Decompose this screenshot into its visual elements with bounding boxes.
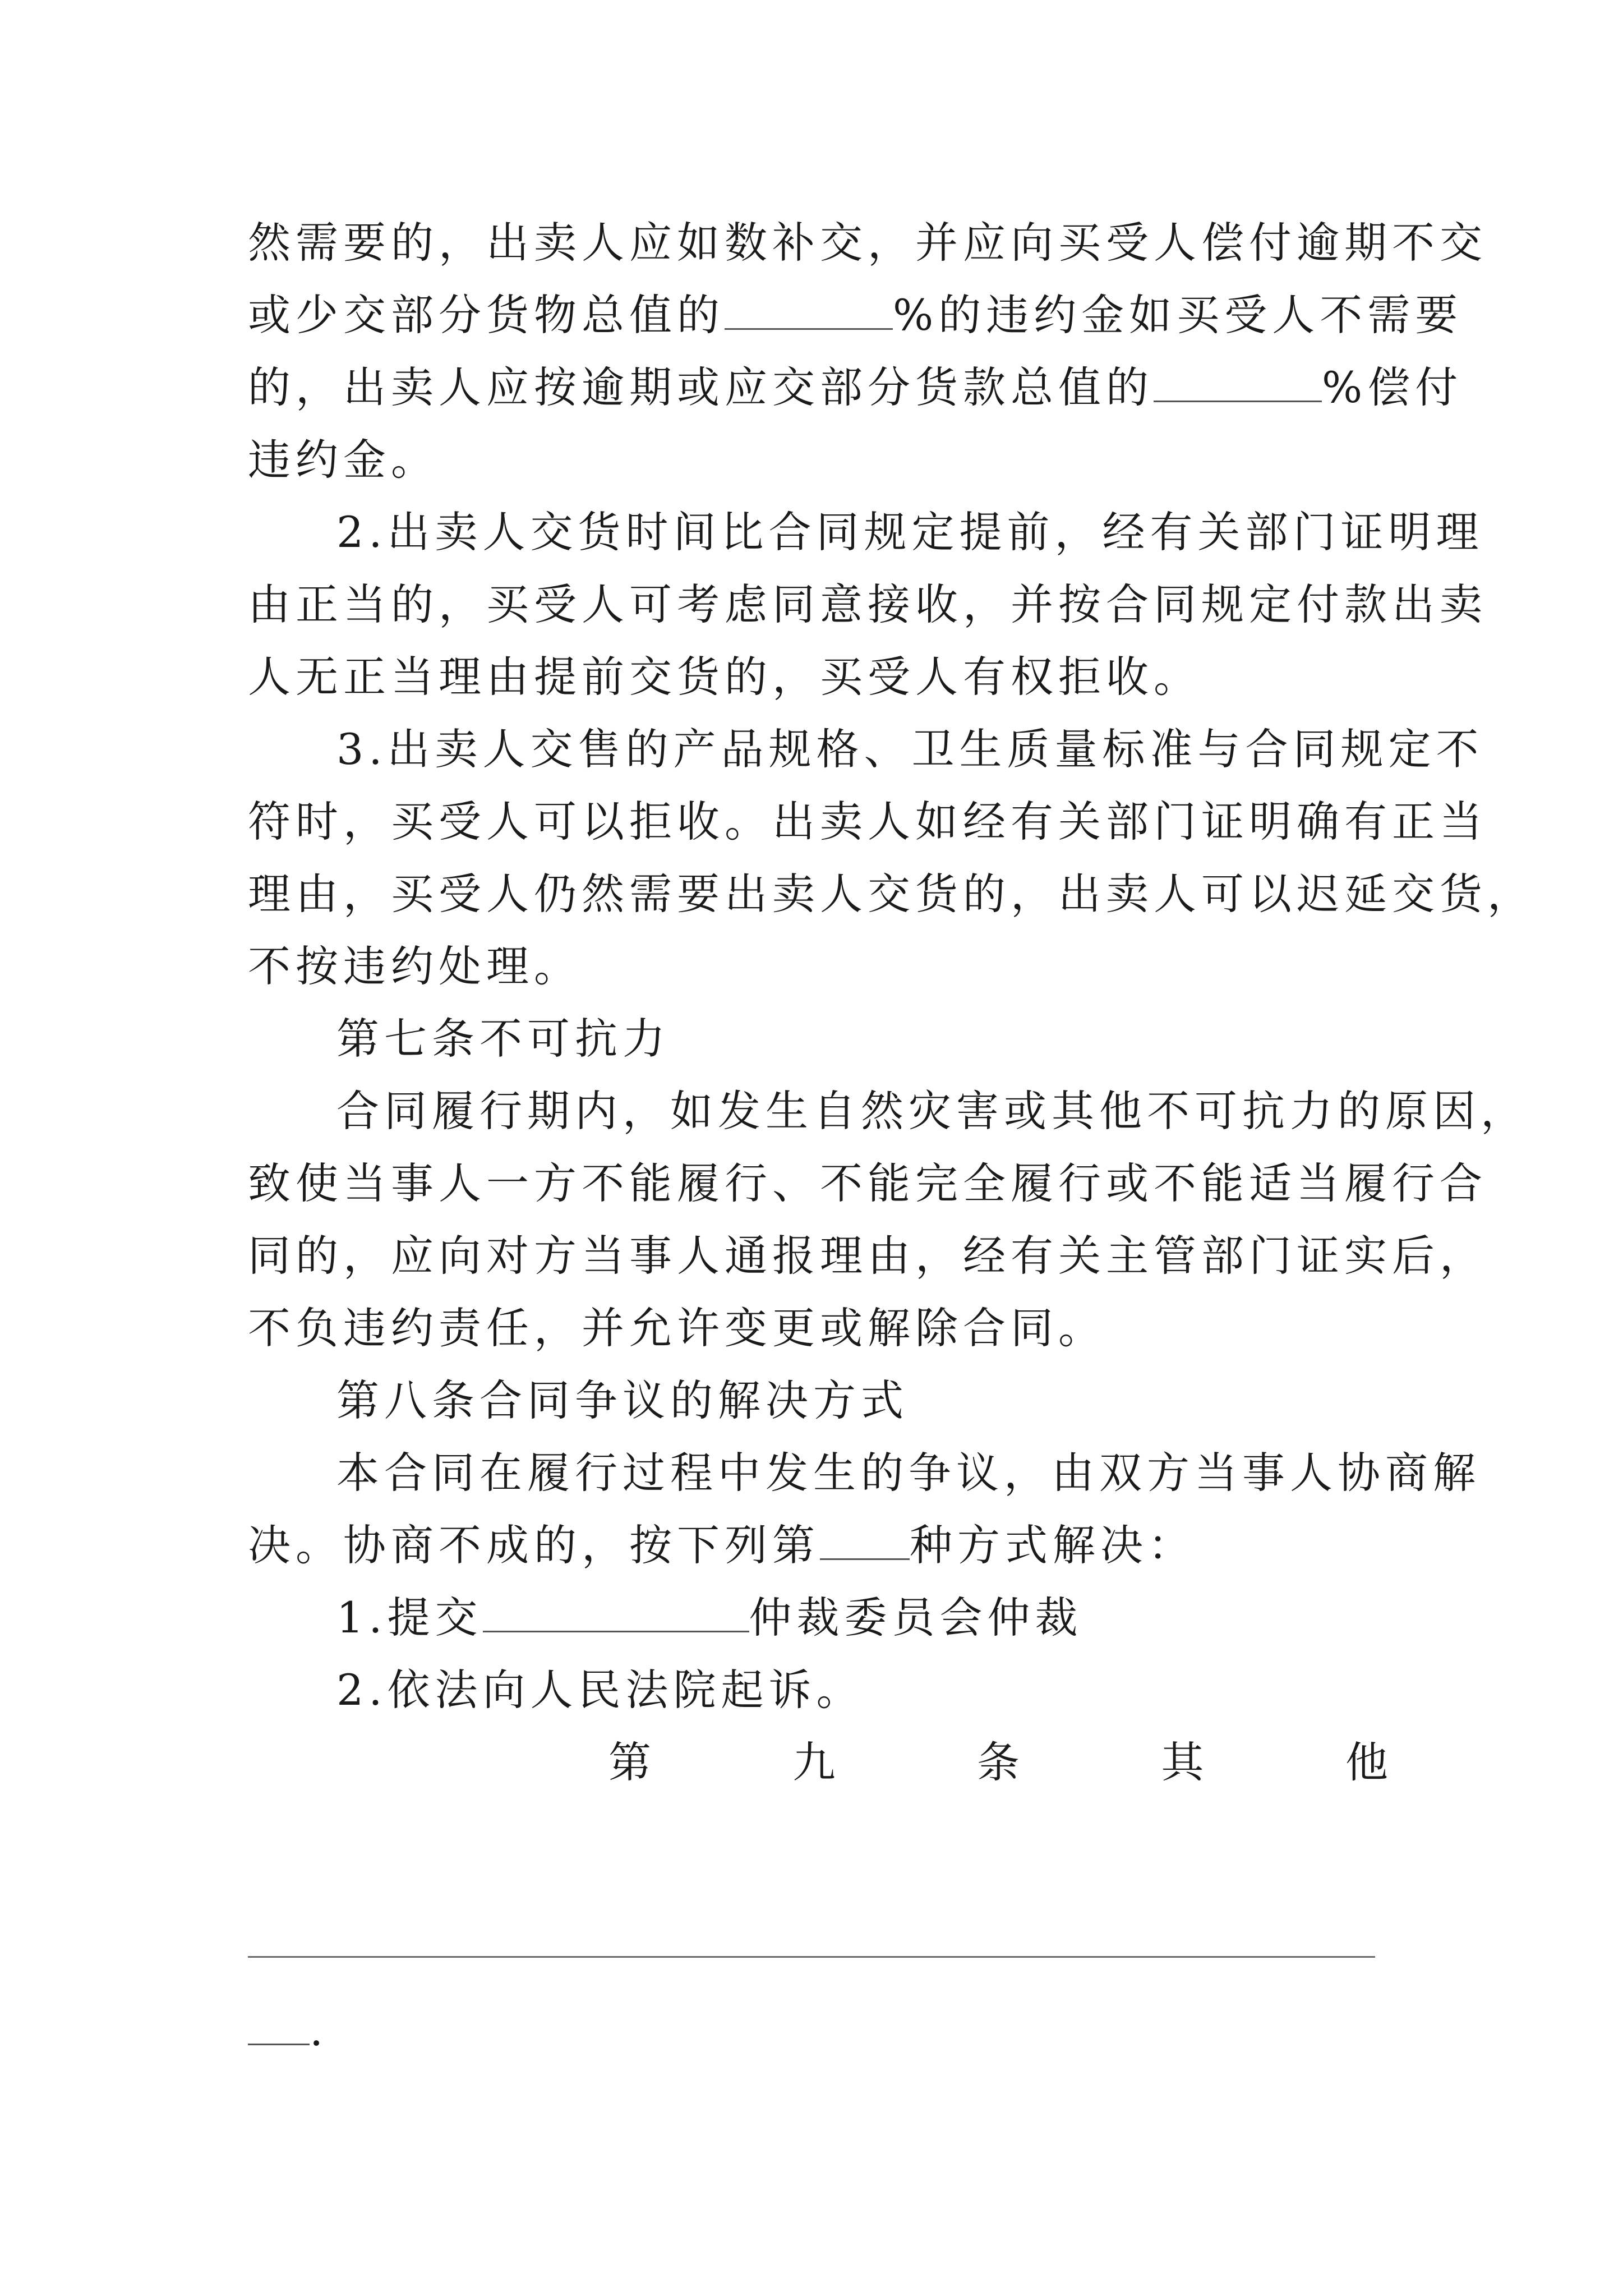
article7-heading: 第七条不可抗力: [336, 1014, 670, 1064]
para1-line1: 然需要的，出卖人应如数补交，并应向买受人偿付逾期不交: [248, 218, 1487, 268]
para1-line3: 的，出卖人应按逾期或应交部分货款总值的 %偿付: [248, 362, 1463, 412]
article8-line2: 决。协商不成的，按下列第 种方式解决：: [248, 1520, 1196, 1570]
para3-line3: 理由，买受人仍然需要出卖人交货的，出卖人可以迟延交货，: [248, 869, 1535, 919]
article8-item1: 1.提交 仲裁委员会仲裁: [336, 1593, 1083, 1642]
article7-line4: 不负违约责任，并允许变更或解除合同。: [248, 1303, 1106, 1353]
para1-line4: 违约金。: [248, 435, 439, 485]
article9-char: 九: [792, 1737, 836, 1787]
article7-line1: 合同履行期内，如发生自然灾害或其他不可抗力的原因，: [336, 1086, 1528, 1136]
article8-item2: 2.依法向人民法院起诉。: [336, 1665, 864, 1715]
para1-line2: 或少交部分货物总值的 %的违约金如买受人不需要: [248, 290, 1463, 340]
para3-line2: 符时，买受人可以拒收。出卖人如经有关部门证明确有正当: [248, 797, 1487, 846]
article9-char: 其: [1161, 1737, 1204, 1787]
article8-heading: 第八条合同争议的解决方式: [336, 1375, 909, 1425]
para2-line1: 2.出卖人交货时间比合同规定提前，经有关部门证明理: [336, 507, 1484, 557]
article9-tail: .: [248, 2003, 323, 2059]
fill-blank-penalty-rate[interactable]: [725, 295, 893, 330]
para2-line2: 由正当的，买受人可考虑同意接收，并按合同规定付款出卖: [248, 579, 1487, 629]
para3-line1: 3.出卖人交售的产品规格、卫生质量标准与合同规定不: [336, 724, 1484, 774]
para2-line3: 人无正当理由提前交货的，买受人有权拒收。: [248, 652, 1201, 702]
article7-line3: 同的，应向对方当事人通报理由，经有关主管部门证实后，: [248, 1231, 1487, 1281]
article9-char: 第: [608, 1737, 651, 1787]
article8-line1: 本合同在履行过程中发生的争议，由双方当事人协商解: [336, 1448, 1481, 1498]
para3-line4: 不按违约处理。: [248, 941, 582, 991]
article9-heading: [608, 1734, 1388, 1791]
article7-line2: 致使当事人一方不能履行、不能完全履行或不能适当履行合: [248, 1158, 1487, 1208]
article9-char: 他: [1345, 1737, 1388, 1787]
fill-blank-compensation-rate[interactable]: [1154, 367, 1322, 402]
fill-blank-method-number[interactable]: [820, 1525, 910, 1560]
fill-blank-other-terms[interactable]: [248, 1956, 1375, 1958]
article9-char: 条: [977, 1737, 1020, 1787]
fill-blank-tail[interactable]: [248, 2010, 310, 2045]
fill-blank-arbitration-commission[interactable]: [483, 1597, 749, 1632]
